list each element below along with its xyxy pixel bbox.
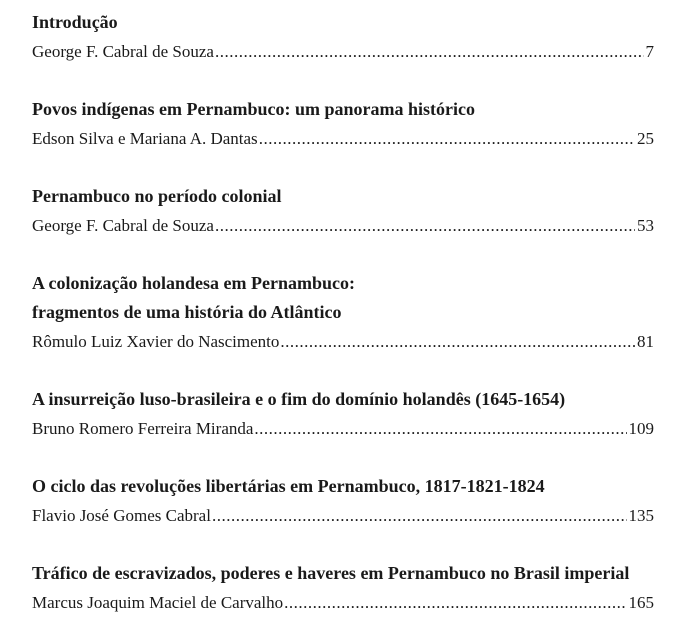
chapter-author: Bruno Romero Ferreira Miranda xyxy=(32,419,254,438)
toc-entry[interactable] xyxy=(32,472,654,530)
table-of-contents xyxy=(32,8,654,617)
chapter-title: Povos indígenas em Pernambuco: um panorama histórico xyxy=(32,99,475,119)
page-number: 109 xyxy=(628,419,654,438)
page-number: 7 xyxy=(645,42,654,61)
chapter-title: Tráfico de escravizados, poderes e haveres em Pernambuco no Brasil imperial xyxy=(32,563,630,583)
dot-leader xyxy=(215,37,644,66)
toc-entry[interactable] xyxy=(32,269,654,356)
chapter-author: Flavio José Gomes Cabral xyxy=(32,506,211,525)
page-number: 53 xyxy=(637,216,654,235)
chapter-author: Rômulo Luiz Xavier do Nascimento xyxy=(32,332,280,351)
page-number: 25 xyxy=(637,129,654,148)
chapter-title: O ciclo das revoluções libertárias em Pernambuco, 1817-1821-1824 xyxy=(32,476,545,496)
author-line xyxy=(32,37,654,66)
page-number: 81 xyxy=(637,332,654,351)
toc-entry[interactable] xyxy=(32,385,654,443)
author-line xyxy=(32,327,654,356)
toc-entry[interactable] xyxy=(32,182,654,240)
chapter-title: Pernambuco no período colonial xyxy=(32,186,282,206)
dot-leader xyxy=(254,414,626,443)
author-line xyxy=(32,211,654,240)
chapter-author: George F. Cabral de Souza xyxy=(32,42,214,61)
toc-entry[interactable] xyxy=(32,95,654,153)
dot-leader xyxy=(215,211,635,240)
dot-leader xyxy=(284,588,626,617)
toc-entry[interactable] xyxy=(32,8,654,66)
page-number: 135 xyxy=(628,506,654,525)
chapter-title: A colonização holandesa em Pernambuco: xyxy=(32,273,355,293)
dot-leader xyxy=(259,124,635,153)
chapter-title: Introdução xyxy=(32,12,118,32)
author-line xyxy=(32,501,654,530)
author-line xyxy=(32,414,654,443)
chapter-author: Edson Silva e Mariana A. Dantas xyxy=(32,129,258,148)
author-line xyxy=(32,124,654,153)
dot-leader xyxy=(280,327,635,356)
page-number: 165 xyxy=(628,593,654,612)
author-line xyxy=(32,588,654,617)
chapter-author: Marcus Joaquim Maciel de Carvalho xyxy=(32,593,284,612)
toc-entry[interactable] xyxy=(32,559,654,617)
chapter-title: A insurreição luso-brasileira e o fim do domínio holandês (1645-1654) xyxy=(32,389,566,409)
chapter-author: George F. Cabral de Souza xyxy=(32,216,214,235)
chapter-title-continued: fragmentos de uma história do Atlântico xyxy=(32,302,342,322)
dot-leader xyxy=(212,501,627,530)
